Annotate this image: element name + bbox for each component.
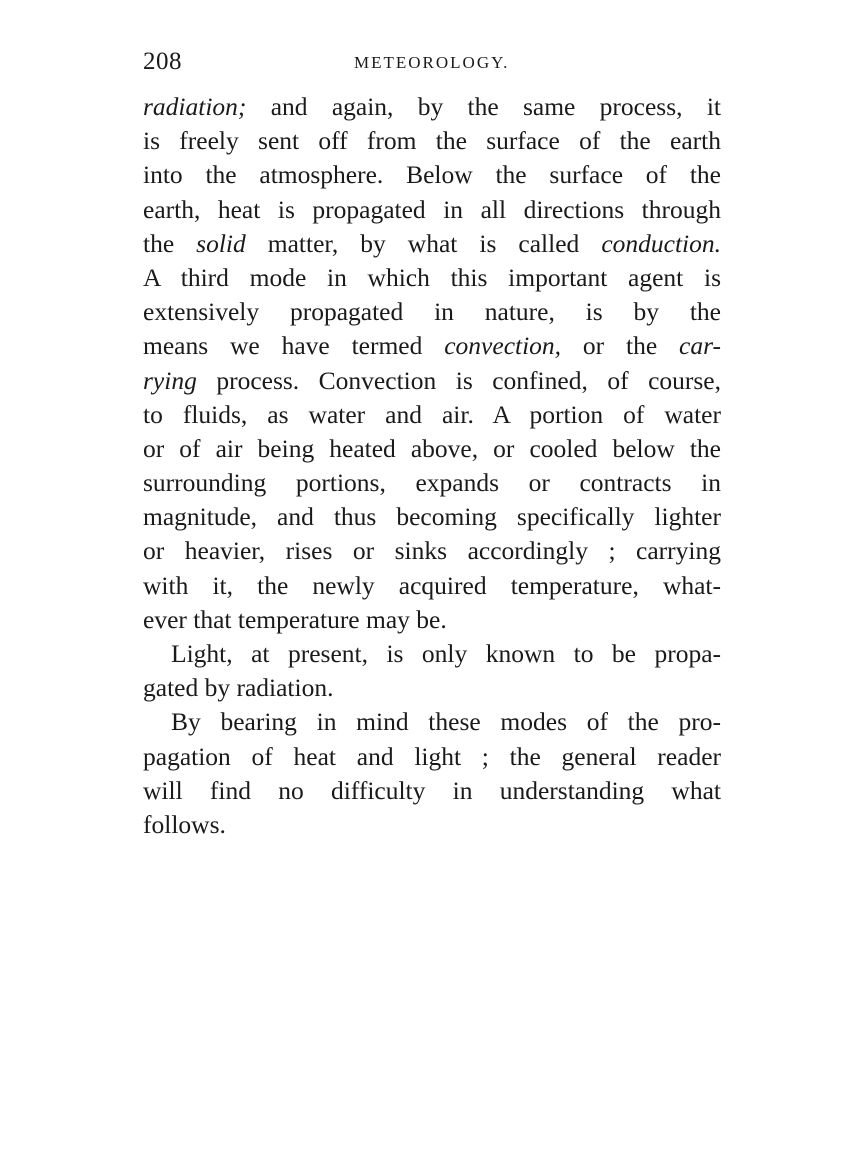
italic-text: solid (196, 228, 246, 258)
text-line (143, 364, 721, 398)
text-line (143, 295, 721, 329)
text-run: or of air being heated above, or cooled below the (143, 433, 721, 463)
text-run: and again, by the same process, it (246, 92, 721, 121)
text-run: process. Convection is confined, of course, (196, 365, 721, 395)
text-run: extensively propagated in nature, is by the (143, 297, 721, 327)
text-line (143, 158, 721, 192)
text-line (143, 534, 721, 568)
text-line (143, 637, 721, 671)
text-line (143, 740, 721, 774)
text-line (143, 227, 721, 261)
italic-text: convection, (444, 331, 562, 361)
text-run: surrounding portions, expands or contracts in (143, 468, 721, 498)
text-run: matter, by what is called (245, 228, 602, 258)
text-run: with it, the newly acquired temperature, what- (143, 570, 721, 600)
text-line (143, 603, 721, 637)
text-run: magnitude, and thus becoming specifically lighter (143, 502, 721, 532)
text-line (143, 261, 721, 295)
text-run: to fluids, as water and air. A portion of water (143, 399, 721, 429)
text-run: follows. (143, 809, 226, 839)
text-run: means we have termed (143, 331, 445, 361)
text-line (143, 705, 721, 739)
text-run: earth, heat is propagated in all directions through (143, 194, 721, 224)
text-line (143, 398, 721, 432)
italic-text: conduction. (601, 228, 721, 258)
text-run: gated by radiation. (143, 673, 334, 703)
text-line (143, 329, 721, 363)
paragraph (143, 705, 721, 842)
text-line (143, 500, 721, 534)
paragraph (143, 90, 721, 637)
text-line (143, 774, 721, 808)
text-run: the (143, 228, 197, 258)
text-line (143, 808, 721, 842)
text-run: pagation of heat and light ; the general reader (143, 741, 721, 771)
running-title: METEOROLOGY. (354, 53, 510, 72)
page-number: 208 (143, 48, 182, 75)
text-line (143, 569, 721, 603)
text-line (143, 193, 721, 227)
italic-text: car- (679, 331, 721, 361)
body-text (143, 90, 721, 842)
running-head (143, 48, 723, 80)
text-run: or heavier, rises or sinks accordingly ; carrying (143, 536, 721, 566)
italic-text: rying (143, 365, 197, 395)
text-run: into the atmosphere. Below the surface of the (143, 160, 721, 190)
text-run: ever that temperature may be. (143, 604, 447, 634)
text-line (143, 124, 721, 158)
paragraph (143, 637, 721, 705)
text-run: will find no difficulty in understanding what (143, 775, 721, 805)
text-line (143, 671, 721, 705)
text-run: is freely sent off from the surface of the earth (143, 126, 721, 156)
text-run: Light, at present, is only known to be propa- (171, 639, 721, 668)
text-line (143, 90, 721, 124)
text-run: A third mode in which this important agent is (143, 262, 721, 292)
text-run: or the (561, 331, 680, 361)
text-run: By bearing in mind these modes of the pro- (171, 707, 721, 737)
italic-text: radiation; (143, 92, 247, 121)
text-line (143, 466, 721, 500)
text-line (143, 432, 721, 466)
